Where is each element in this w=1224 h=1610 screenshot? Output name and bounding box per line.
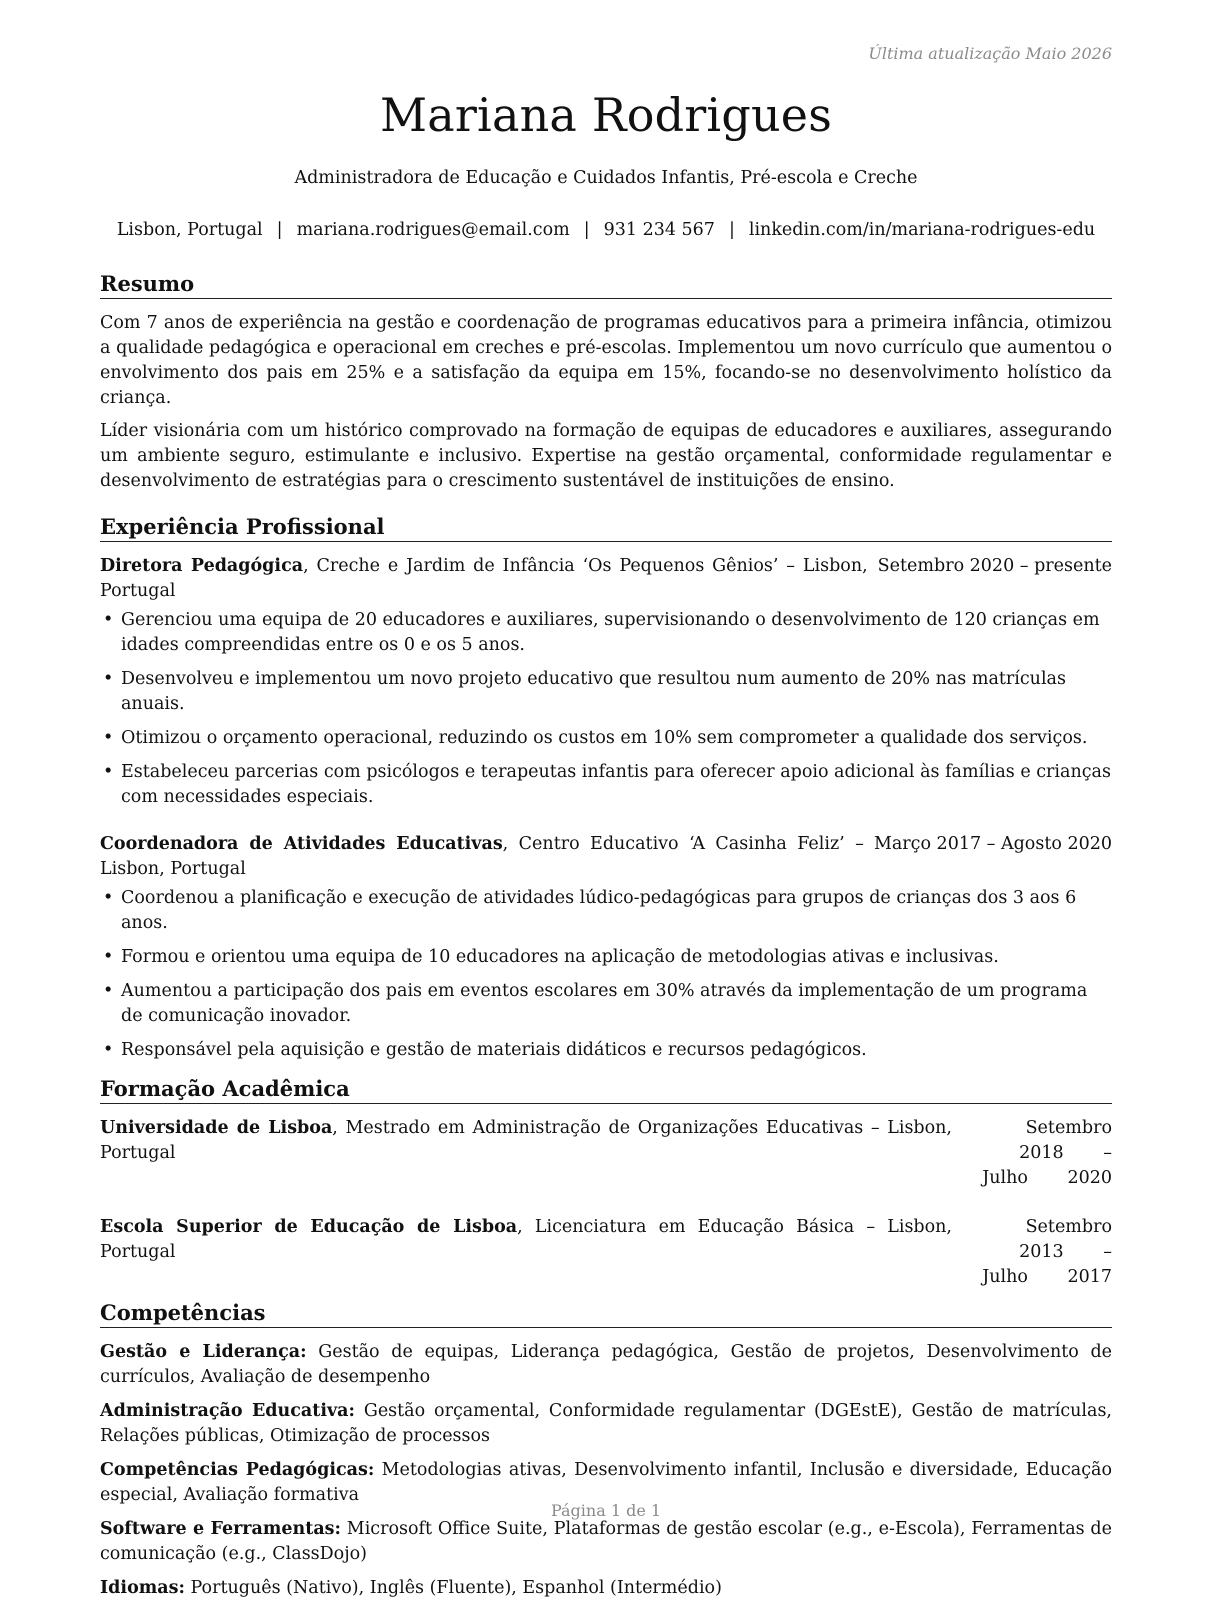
contact-line [92, 220, 1120, 240]
section-title-education: Formação Acadêmica [100, 1076, 1112, 1104]
last-updated: Última atualização Maio 2026 [868, 44, 1112, 63]
contact-phone[interactable]: 931 234 567 [603, 220, 715, 240]
skill-label: Administração Educativa: [100, 1401, 355, 1421]
skill-label: Software e Ferramentas: [100, 1519, 341, 1539]
job-dates: Março 2017 – Agosto 2020 [873, 834, 1112, 854]
contact-email[interactable]: mariana.rodrigues@email.com [296, 220, 570, 240]
skill-value: Português (Nativo), Inglês (Fluente), Espanhol (Intermédio) [184, 1578, 722, 1598]
education-dates: Setembro 2018 – Julho 2020 [982, 1118, 1112, 1188]
resume-page [100, 0, 1113, 1598]
section-title-skills: Competências [100, 1300, 1112, 1328]
job-role: Coordenadora de Atividades Educativas [100, 834, 503, 854]
education-detail: , Licenciatura em Educação Básica – Lisbon, Portugal [100, 1217, 952, 1262]
list-item: • Desenvolveu e implementou um novo projeto educativo que resultou num aumento de 20% nas matrículas anuais. [100, 667, 1112, 717]
job-bullets [100, 886, 1112, 1063]
contact-separator: | [728, 220, 735, 240]
education-entry [100, 1215, 1112, 1290]
education-school: Escola Superior de Educação de Lisboa [100, 1217, 518, 1237]
list-item: • Responsável pela aquisição e gestão de materiais didáticos e recursos pedagógicos. [100, 1038, 1112, 1063]
skill-row [100, 1340, 1112, 1390]
skill-value: Metodologias ativas, Desenvolvimento infantil, Inclusão e diversidade, Educação especial, Avaliação formativa [100, 1460, 1112, 1505]
list-item: • Estabeleceu parcerias com psicólogos e terapeutas infantis para oferecer apoio adicional às famílias e crianças com necessidades especiais. [100, 760, 1112, 810]
job-dates: Setembro 2020 – presente [877, 556, 1112, 576]
candidate-name: Mariana Rodrigues [379, 88, 833, 142]
list-item: • Coordenou a planificação e execução de atividades lúdico-pedagógicas para grupos de crianças dos 3 aos 6 anos. [100, 886, 1112, 936]
summary-paragraph: Com 7 anos de experiência na gestão e coordenação de programas educativos para a primeira infância, otimizou a qualidade pedagógica e operacional em creches e pré-escolas. Implementou um novo currículo que aumentou o envolvimento dos pais em 25% e a satisfação da equipa em 15%, focando-se no desenvolvimento holístico da criança. [100, 313, 1112, 408]
skill-row [100, 1517, 1112, 1567]
page-footer: Página 1 de 1 [550, 1501, 662, 1520]
list-item: • Formou e orientou uma equipa de 10 educadores na aplicação de metodologias ativas e inclusivas. [100, 945, 1112, 970]
skill-value: Gestão orçamental, Conformidade regulamentar (DGEstE), Gestão de matrículas, Relações públicas, Otimização de processos [100, 1401, 1112, 1446]
skill-value: Gestão de equipas, Liderança pedagógica, Gestão de projetos, Desenvolvimento de currículos, Avaliação de desempenho [100, 1342, 1113, 1387]
section-title-experience: Experiência Profissional [100, 514, 1112, 542]
job-role: Diretora Pedagógica [100, 556, 304, 576]
job-header [100, 832, 1112, 882]
job-entry [100, 554, 1112, 810]
education-entry [100, 1116, 1112, 1191]
candidate-subtitle: Administradora de Educação e Cuidados Infantis, Pré-escola e Creche [294, 168, 918, 188]
skill-label: Idiomas: [100, 1578, 185, 1598]
job-bullets [100, 608, 1112, 810]
list-item: • Otimizou o orçamento operacional, reduzindo os custos em 10% sem comprometer a qualidade dos serviços. [100, 726, 1112, 751]
job-header [100, 554, 1112, 604]
job-org: , Creche e Jardim de Infância ‘Os Pequenos Gênios’ – Lisbon, Portugal [100, 556, 868, 601]
skill-label: Gestão e Liderança: [100, 1342, 307, 1362]
contact-separator: | [583, 220, 590, 240]
education-dates: Setembro 2013 – Julho 2017 [982, 1217, 1112, 1287]
skill-value: Microsoft Office Suite, Plataformas de gestão escolar (e.g., e-Escola), Ferramentas de comunicação (e.g., ClassDojo) [100, 1519, 1112, 1564]
skill-row [100, 1576, 1112, 1601]
contact-location: Lisbon, Portugal [116, 220, 263, 240]
list-item: • Aumentou a participação dos pais em eventos escolares em 30% através da implementação de um programa de comunicação inovador. [100, 979, 1112, 1029]
skill-label: Competências Pedagógicas: [100, 1460, 375, 1480]
job-entry [100, 832, 1112, 1063]
contact-linkedin[interactable]: linkedin.com/in/mariana-rodrigues-edu [748, 220, 1096, 240]
skill-row [100, 1399, 1112, 1449]
summary-paragraph: Líder visionária com um histórico comprovado na formação de equipas de educadores e auxiliares, assegurando um ambiente seguro, estimulante e inclusivo. Expertise na gestão orçamental, conformidade regulamentar e desenvolvimento de estratégias para o crescimento sustentável de instituições de ensino. [100, 421, 1112, 491]
job-org: , Centro Educativo ‘A Casinha Feliz’ – Lisbon, Portugal [100, 834, 864, 879]
list-item: • Gerenciou uma equipa de 20 educadores e auxiliares, supervisionando o desenvolvimento de 120 crianças em idades compreendidas entre os 0 e os 5 anos. [100, 608, 1112, 658]
contact-separator: | [276, 220, 283, 240]
education-detail: , Mestrado em Administração de Organizações Educativas – Lisbon, Portugal [100, 1118, 952, 1163]
section-title-summary: Resumo [100, 271, 1112, 299]
education-school: Universidade de Lisboa [100, 1118, 333, 1138]
resume-content [100, 271, 1112, 1610]
